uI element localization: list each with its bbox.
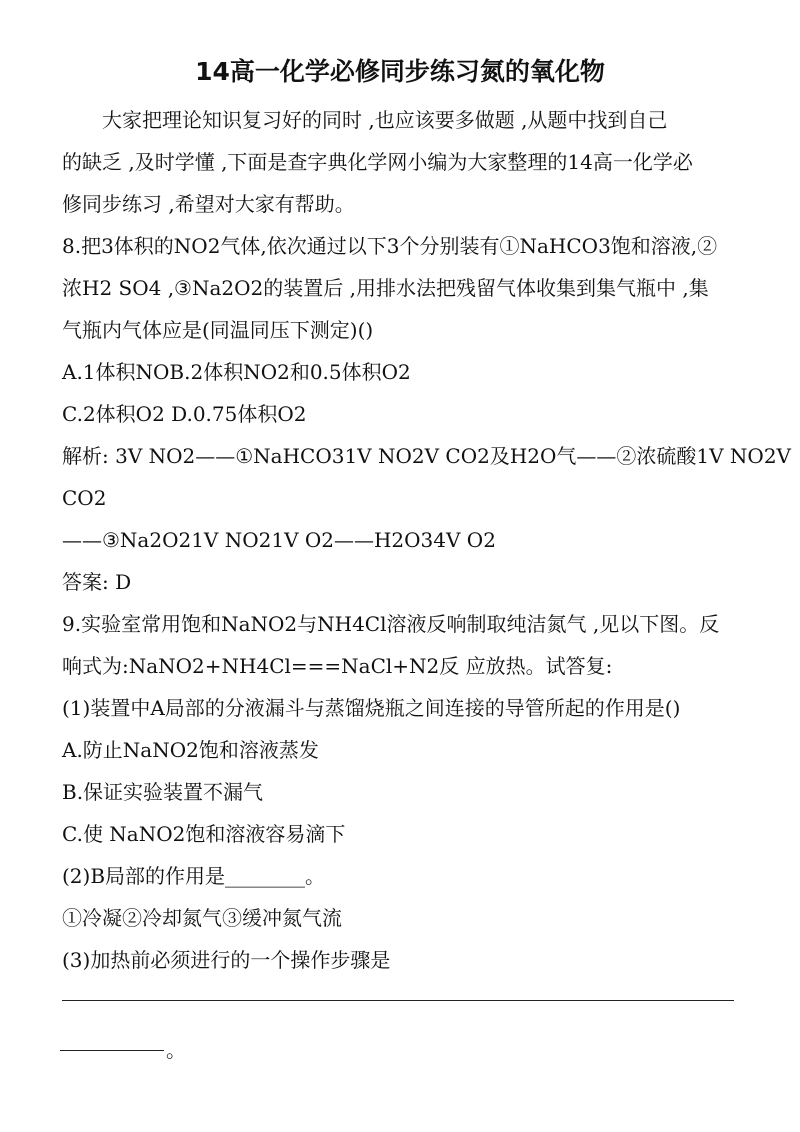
answer-line: 答案: D bbox=[62, 570, 132, 594]
question-9-line-1: 9.实验室常用饱和NaNO2与NH4Cl溶液反响制取纯洁氮气 ,见以下图。反 bbox=[62, 612, 720, 636]
page-title: 14高一化学必修同步练习氮的氧化物 bbox=[195, 57, 605, 86]
question-9-part-2-choices: ①冷凝②冷却氮气③缓冲氮气流 bbox=[62, 906, 342, 930]
intro-line-2: 的缺乏 ,及时学懂 ,下面是查字典化学网小编为大家整理的14高一化学必 bbox=[62, 150, 693, 174]
question-9-option-a: A.防止NaNO2饱和溶液蒸发 bbox=[62, 738, 319, 762]
question-9-option-c: C.使 NaNO2饱和溶液容易滴下 bbox=[62, 822, 346, 846]
question-9-line-2: 响式为:NaNO2+NH4Cl===NaCl+N2反 应放热。试答复: bbox=[62, 654, 613, 678]
question-9-part-3: (3)加热前必须进行的一个操作步骤是 bbox=[62, 948, 391, 972]
question-8-option-c-d: C.2体积O2 D.0.75体积O2 bbox=[62, 402, 307, 426]
answer-blank-line bbox=[62, 1000, 734, 1001]
question-8-line-2: 浓H2 SO4 ,③Na2O2的装置后 ,用排水法把残留气体收集到集气瓶中 ,集 bbox=[62, 276, 709, 300]
intro-line-3: 修同步练习 ,希望对大家有帮助。 bbox=[62, 192, 355, 216]
analysis-line-1: 解析: 3V NO2——①NaHCO31V NO2V CO2及H2O气——②浓硫酸1V NO2V bbox=[62, 444, 791, 468]
closing-punctuation: 。 bbox=[166, 1038, 186, 1062]
analysis-line-2: CO2 bbox=[62, 486, 107, 510]
question-9-option-b: B.保证实验装置不漏气 bbox=[62, 780, 264, 804]
question-8-line-3: 气瓶内气体应是(同温同压下测定)() bbox=[62, 318, 374, 342]
question-9-part-2: (2)B局部的作用是________。 bbox=[62, 864, 326, 888]
analysis-line-3: ——③Na2O21V NO21V O2——H2O34V O2 bbox=[62, 528, 496, 552]
question-9-part-1: (1)装置中A局部的分液漏斗与蒸馏烧瓶之间连接的导管所起的作用是() bbox=[62, 696, 681, 720]
question-8-line-1: 8.把3体积的NO2气体,依次通过以下3个分别装有①NaHCO3饱和溶液,② bbox=[62, 234, 718, 258]
intro-line-1: 大家把理论知识复习好的同时 ,也应该要多做题 ,从题中找到自己 bbox=[102, 108, 668, 132]
answer-blank-line-continued bbox=[60, 1050, 164, 1051]
question-8-option-a-b: A.1体积NOB.2体积NO2和0.5体积O2 bbox=[62, 360, 411, 384]
